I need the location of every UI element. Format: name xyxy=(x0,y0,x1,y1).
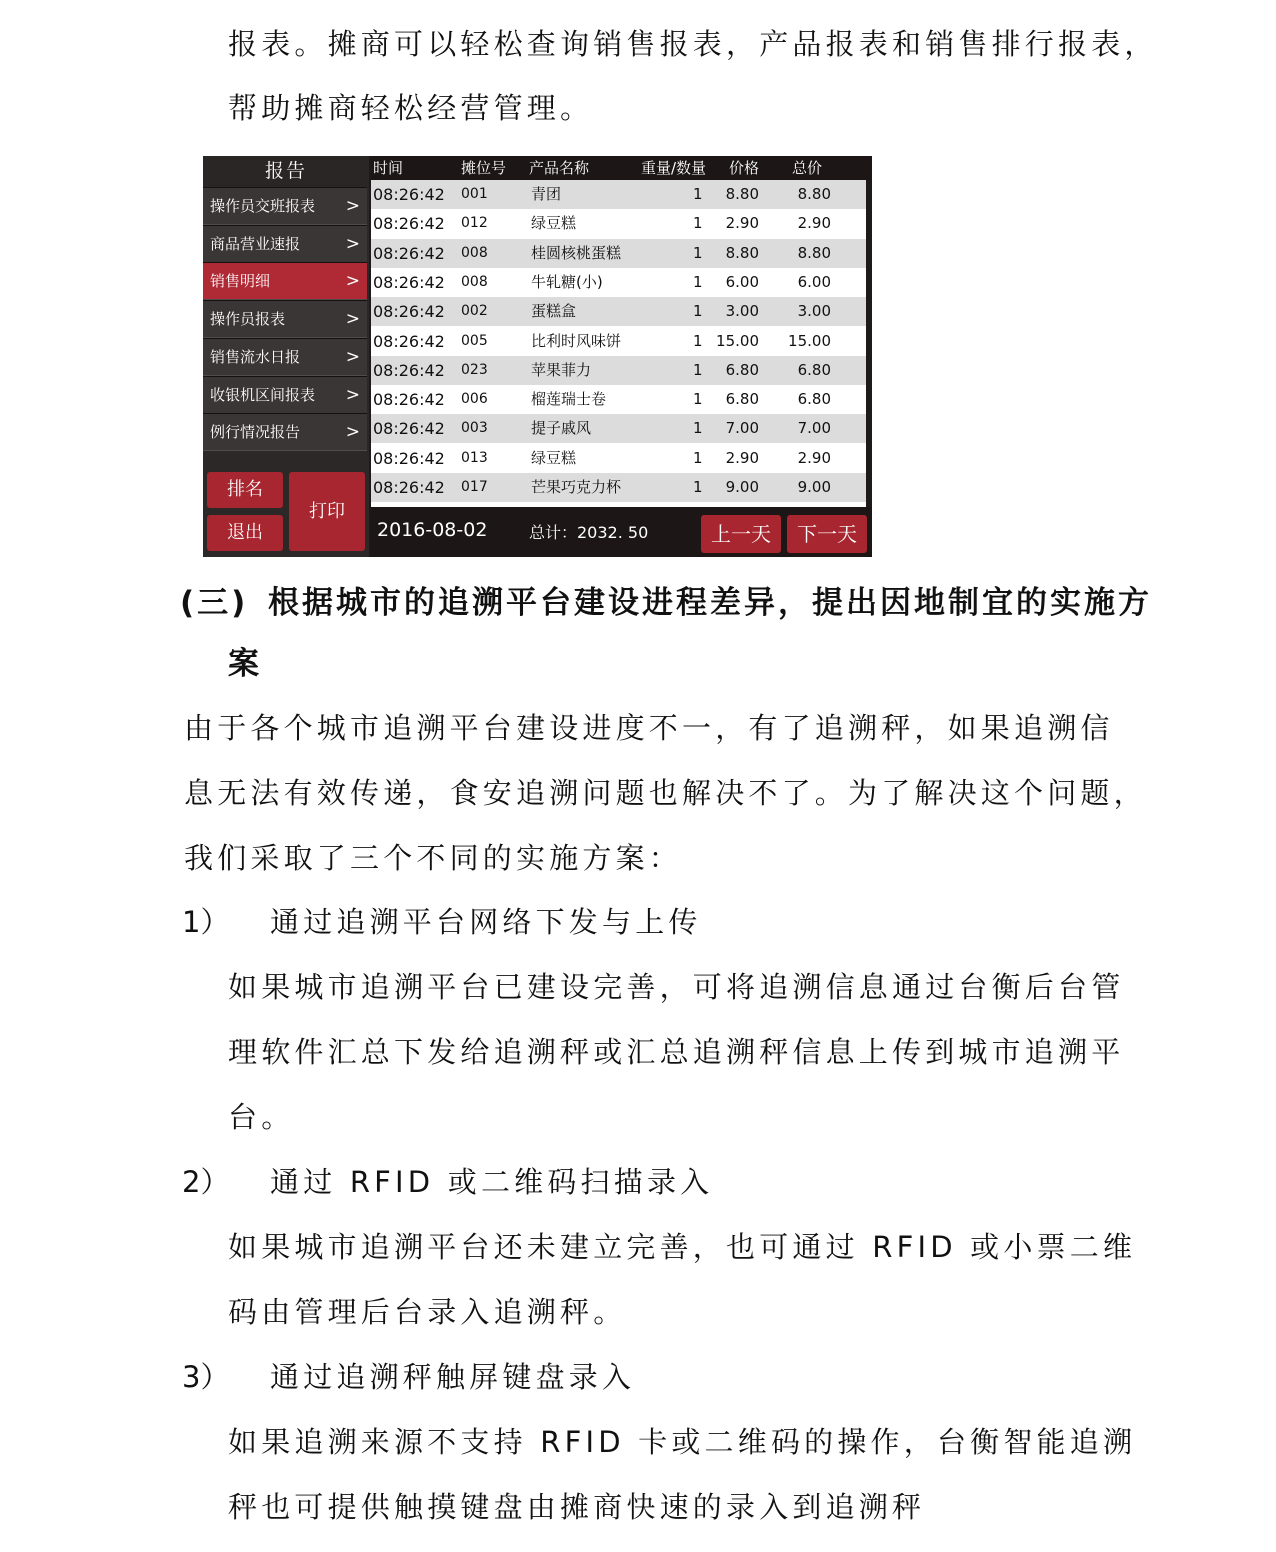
menu-item-label: 销售明细 xyxy=(210,272,271,291)
menu-item-label: 操作员报表 xyxy=(210,310,286,329)
cell-product: 比利时风味饼 xyxy=(531,331,622,350)
next-day-button[interactable]: 下一天 xyxy=(787,515,867,553)
cell-product: 绿豆糕 xyxy=(531,448,577,467)
paragraph-line: 如果追溯来源不支持 RFID 卡或二维码的操作，台衡智能追溯 xyxy=(228,1425,1137,1459)
cell-total: 6.80 xyxy=(797,360,831,379)
table-row[interactable] xyxy=(371,297,866,326)
print-button[interactable]: 打印 xyxy=(289,472,365,551)
cell-time: 08:26:42 xyxy=(373,360,445,380)
cell-product: 榴莲瑞士卷 xyxy=(531,390,607,409)
sidebar-menu-item[interactable] xyxy=(203,225,367,263)
cell-price: 6.00 xyxy=(725,272,759,291)
cell-qty: 1 xyxy=(693,185,703,203)
cell-qty: 1 xyxy=(693,243,703,262)
chevron-right-icon: > xyxy=(345,422,360,443)
cell-stall: 012 xyxy=(461,215,488,232)
prev-day-button[interactable]: 上一天 xyxy=(701,515,781,553)
cell-stall: 005 xyxy=(461,332,488,349)
table-row[interactable] xyxy=(371,327,866,356)
cell-price: 6.80 xyxy=(725,360,759,379)
cell-qty: 1 xyxy=(693,448,703,467)
menu-item-label: 操作员交班报表 xyxy=(210,197,316,215)
menu-item-label: 销售流水日报 xyxy=(210,347,301,366)
cell-stall: 008 xyxy=(461,244,488,261)
cell-total: 6.80 xyxy=(797,390,831,409)
chevron-right-icon: > xyxy=(345,309,360,330)
cell-qty: 1 xyxy=(693,272,703,291)
paragraph-line: 如果城市追溯平台还未建立完善，也可通过 RFID 或小票二维 xyxy=(228,1230,1137,1264)
cell-price: 9.00 xyxy=(725,478,759,496)
cell-time: 08:26:42 xyxy=(373,448,445,468)
cell-price: 8.80 xyxy=(725,185,759,203)
cell-stall: 002 xyxy=(461,303,488,320)
chevron-right-icon: > xyxy=(345,384,360,405)
paragraph-line: 息无法有效传递，食安追溯问题也解决不了。为了解决这个问题， xyxy=(184,776,1147,810)
sidebar-menu-item[interactable] xyxy=(203,376,367,414)
sidebar-menu-item[interactable] xyxy=(203,338,367,376)
cell-stall: 006 xyxy=(461,391,488,408)
column-header: 产品名称 xyxy=(529,159,590,177)
sidebar-menu-item[interactable] xyxy=(203,187,367,225)
cell-time: 08:26:42 xyxy=(373,390,445,410)
cell-product: 绿豆糕 xyxy=(531,214,577,233)
chevron-right-icon: > xyxy=(345,233,360,254)
paragraph-line: 由于各个城市追溯平台建设进度不一，有了追溯秤，如果追溯信 xyxy=(184,711,1114,745)
cell-time: 08:26:42 xyxy=(373,214,445,234)
cell-stall: 003 xyxy=(461,420,488,437)
cell-total: 2.90 xyxy=(797,448,831,467)
cell-qty: 1 xyxy=(693,478,703,496)
menu-item-label: 商品营业速报 xyxy=(210,234,301,253)
table-footer xyxy=(371,507,872,557)
chevron-right-icon: > xyxy=(345,346,360,367)
section-title: 根据城市的追溯平台建设进程差异，提出因地制宜的实施方 xyxy=(268,585,1152,621)
sidebar-menu-item[interactable] xyxy=(203,262,367,300)
cell-product: 蛋糕盒 xyxy=(531,302,577,321)
chevron-right-icon: > xyxy=(345,271,360,292)
table-row[interactable] xyxy=(371,444,866,473)
cell-price: 2.90 xyxy=(725,214,759,233)
paragraph-line: 台。 xyxy=(228,1100,295,1134)
table-row[interactable] xyxy=(371,473,866,502)
chevron-right-icon: > xyxy=(345,196,360,216)
cell-product: 桂圆核桃蛋糕 xyxy=(531,243,622,262)
rank-button[interactable]: 排名 xyxy=(207,472,283,508)
report-date: 2016-08-02 xyxy=(377,519,488,541)
cell-time: 08:26:42 xyxy=(373,302,445,322)
cell-total: 2.90 xyxy=(797,214,831,233)
list-number: 3） xyxy=(182,1360,230,1394)
cell-price: 8.80 xyxy=(725,243,759,262)
cell-time: 08:26:42 xyxy=(373,331,445,351)
table-row[interactable] xyxy=(371,356,866,385)
cell-product: 提子戚风 xyxy=(531,419,592,438)
column-header: 时间 xyxy=(373,159,404,177)
cell-time: 08:26:42 xyxy=(373,419,445,439)
menu-item-label: 收银机区间报表 xyxy=(210,385,316,404)
report-sidebar xyxy=(203,156,369,557)
cell-qty: 1 xyxy=(693,360,703,379)
sales-table-body xyxy=(371,180,866,507)
report-screenshot xyxy=(203,156,872,557)
cell-price: 2.90 xyxy=(725,448,759,467)
cell-qty: 1 xyxy=(693,331,703,350)
sidebar-title: 报告 xyxy=(203,156,369,187)
cell-price: 7.00 xyxy=(725,419,759,438)
exit-button[interactable]: 退出 xyxy=(207,515,283,551)
paragraph-line: 如果城市追溯平台已建设完善，可将追溯信息通过台衡后台管 xyxy=(228,970,1125,1004)
paragraph-line: 秤也可提供触摸键盘由摊商快速的录入到追溯秤 xyxy=(228,1490,926,1524)
cell-price: 3.00 xyxy=(725,302,759,321)
section-number: (三) xyxy=(180,585,249,621)
list-item-title: 通过追溯秤触屏键盘录入 xyxy=(270,1360,636,1394)
column-header: 价格 xyxy=(729,159,760,177)
cell-stall: 013 xyxy=(461,449,488,466)
section-title: 案 xyxy=(228,646,262,682)
list-item-title: 通过追溯平台网络下发与上传 xyxy=(270,905,702,939)
cell-product: 青团 xyxy=(531,185,562,203)
cell-time: 08:26:42 xyxy=(373,272,445,292)
cell-price: 15.00 xyxy=(716,331,759,350)
cell-qty: 1 xyxy=(693,390,703,409)
cell-total: 7.00 xyxy=(797,419,831,438)
report-total: 总计：2032. 50 xyxy=(529,523,649,542)
cell-total: 9.00 xyxy=(797,478,831,496)
cell-product: 苹果菲力 xyxy=(531,360,592,379)
cell-total: 8.80 xyxy=(797,185,831,203)
column-header: 重量/数量 xyxy=(641,159,707,177)
cell-stall: 008 xyxy=(461,273,488,290)
cell-product: 牛轧糖(小) xyxy=(531,272,603,291)
table-row[interactable] xyxy=(371,209,866,238)
column-header: 摊位号 xyxy=(461,159,507,177)
cell-stall: 023 xyxy=(461,361,488,378)
cell-time: 08:26:42 xyxy=(373,478,445,497)
menu-item-label: 例行情况报告 xyxy=(210,423,301,442)
cell-price: 6.80 xyxy=(725,390,759,409)
cell-stall: 017 xyxy=(461,479,488,495)
cell-total: 3.00 xyxy=(797,302,831,321)
cell-time: 08:26:42 xyxy=(373,243,445,263)
table-row[interactable] xyxy=(371,180,866,209)
cell-stall: 001 xyxy=(461,186,488,202)
table-row[interactable] xyxy=(371,385,866,414)
cell-total: 15.00 xyxy=(788,331,831,350)
list-item-title: 通过 RFID 或二维码扫描录入 xyxy=(270,1165,714,1199)
cell-product: 芒果巧克力杯 xyxy=(531,478,622,496)
paragraph-line: 报表。摊商可以轻松查询销售报表，产品报表和销售排行报表， xyxy=(228,27,1158,61)
cell-qty: 1 xyxy=(693,302,703,321)
column-header: 总价 xyxy=(792,159,823,177)
paragraph-line: 理软件汇总下发给追溯秤或汇总追溯秤信息上传到城市追溯平 xyxy=(228,1035,1125,1069)
list-number: 1） xyxy=(182,905,230,939)
table-row[interactable] xyxy=(371,268,866,297)
table-row[interactable] xyxy=(371,239,866,268)
sidebar-menu-item[interactable] xyxy=(203,300,367,338)
table-row[interactable] xyxy=(371,414,866,443)
sidebar-menu-item[interactable] xyxy=(203,413,367,451)
paragraph-line: 我们采取了三个不同的实施方案： xyxy=(184,841,683,875)
cell-total: 6.00 xyxy=(797,272,831,291)
list-number: 2） xyxy=(182,1165,230,1199)
cell-qty: 1 xyxy=(693,214,703,233)
cell-qty: 1 xyxy=(693,419,703,438)
table-header xyxy=(371,156,872,180)
paragraph-line: 帮助摊商轻松经营管理。 xyxy=(228,91,594,125)
cell-time: 08:26:42 xyxy=(373,185,445,204)
paragraph-line: 码由管理后台录入追溯秤。 xyxy=(228,1295,627,1329)
cell-total: 8.80 xyxy=(797,243,831,262)
